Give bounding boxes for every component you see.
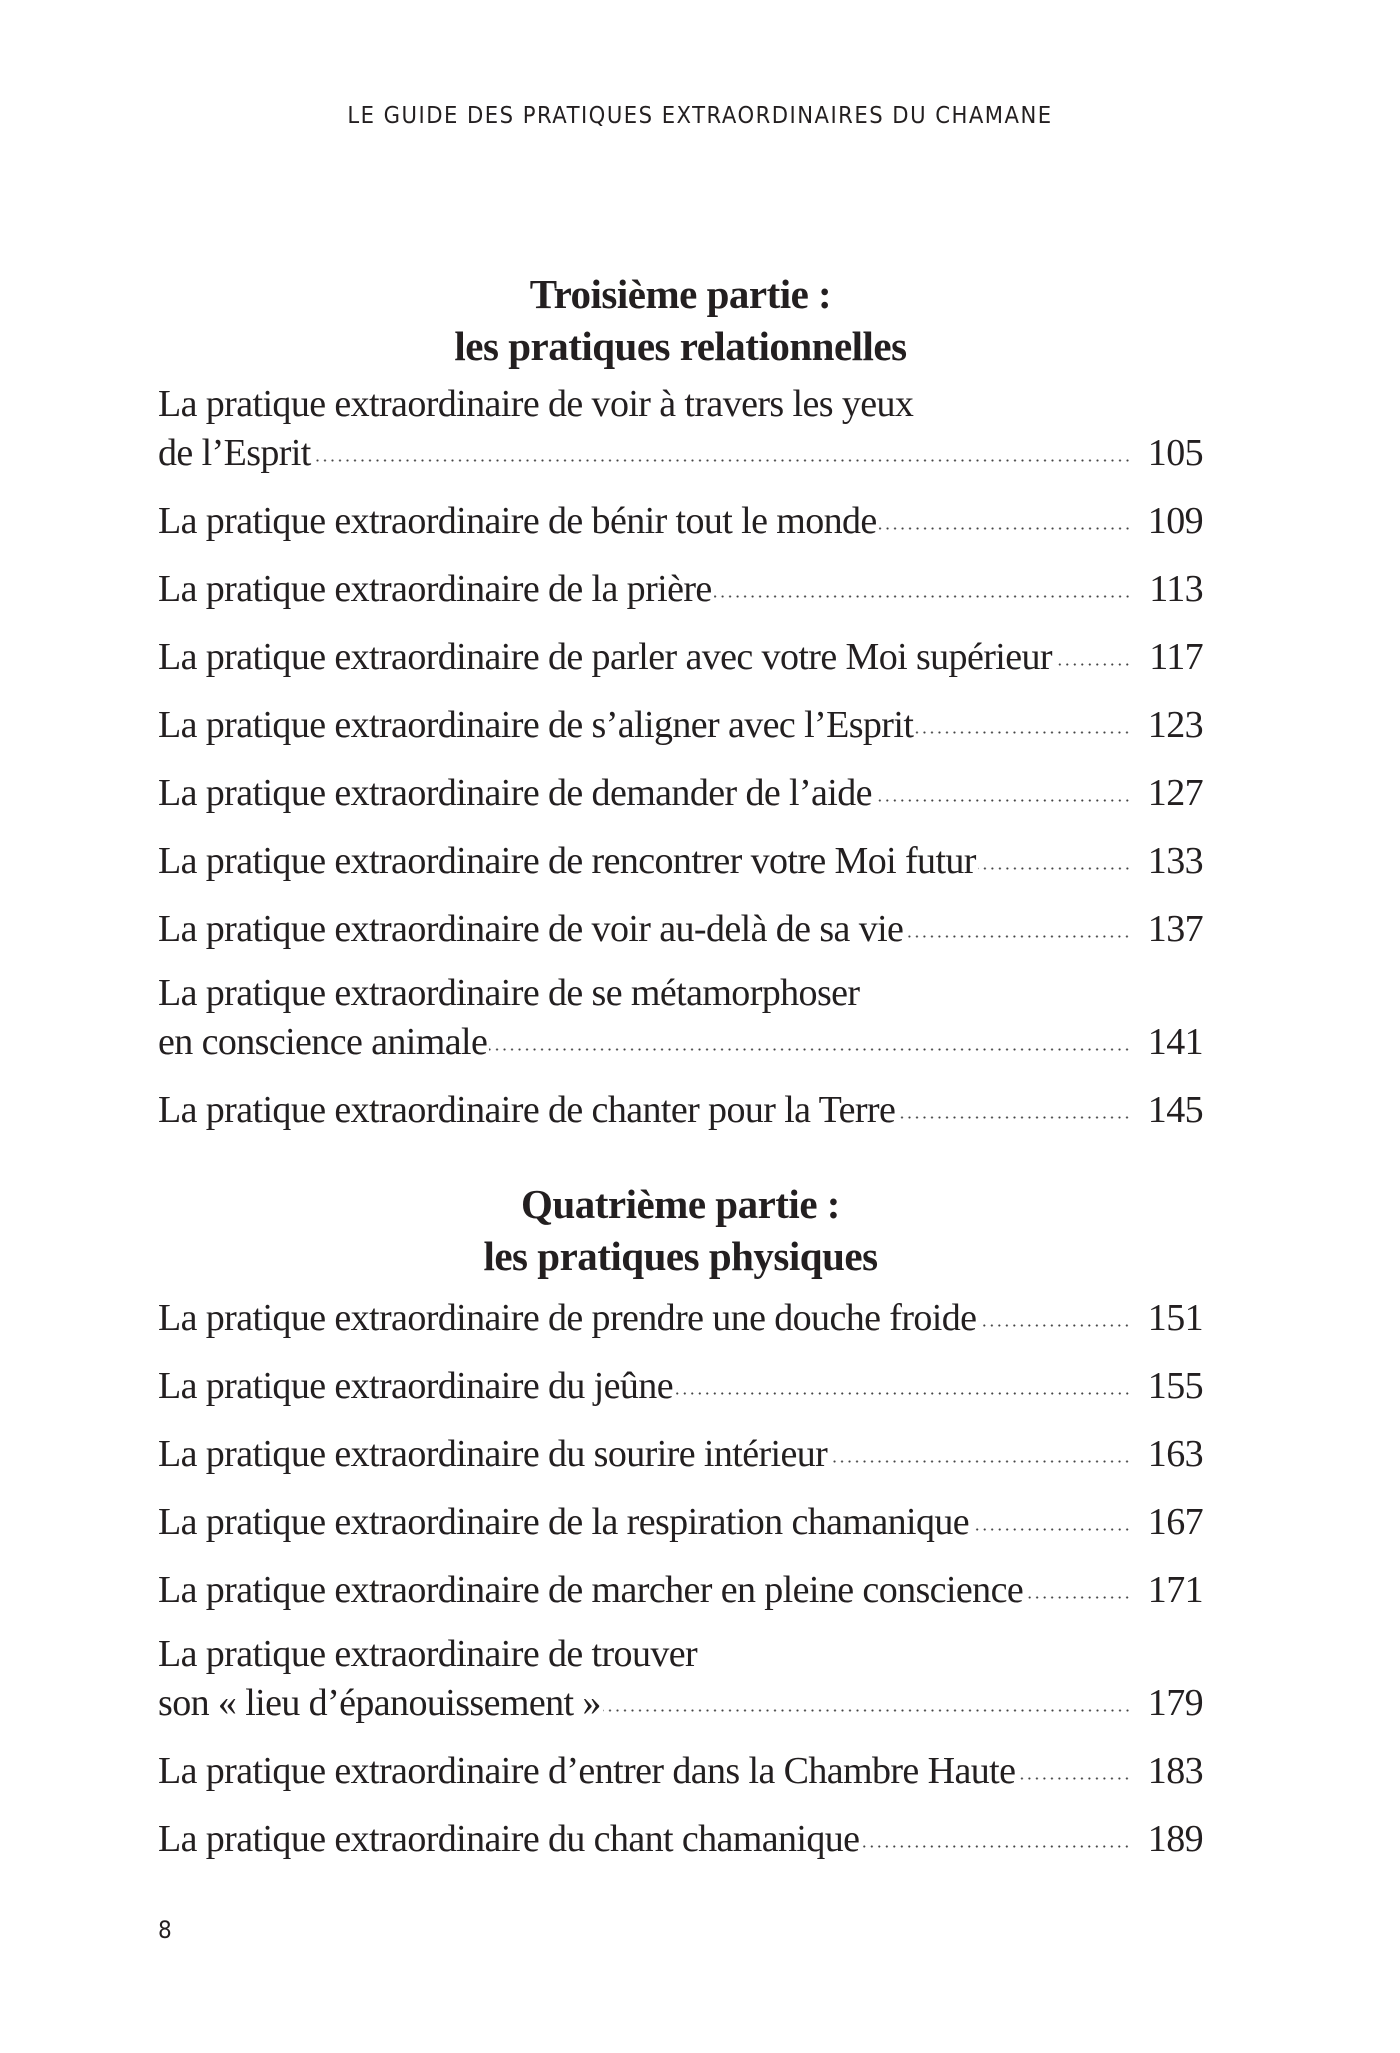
entry-title-line1: La pratique extraordinaire de trouver (158, 1633, 698, 1675)
dot-leader (874, 767, 1131, 805)
page-number: 105 (1147, 432, 1203, 474)
section-title-line1: Troisième partie : (529, 271, 832, 317)
page-number: 123 (1147, 704, 1203, 746)
entry-title: La pratique extraordinaire de rencontrer votre Moi futur (158, 840, 976, 882)
entry-title-line2: en conscience animale (158, 1021, 488, 1063)
toc-entry[interactable] (158, 1632, 1203, 1726)
toc-entry[interactable] (158, 1428, 1203, 1477)
toc-entry[interactable] (158, 903, 1203, 952)
dot-leader (714, 563, 1131, 601)
toc-entry[interactable] (158, 971, 1203, 1065)
toc-entry[interactable] (158, 767, 1203, 816)
toc-entry[interactable] (158, 1745, 1203, 1794)
page-number: 133 (1147, 840, 1203, 882)
dot-leader (675, 1360, 1131, 1398)
section-title (158, 268, 1203, 372)
section-title-line2: les pratiques physiques (483, 1233, 878, 1279)
page-number: 117 (1149, 636, 1203, 678)
entry-title-line2: de l’Esprit (158, 432, 311, 474)
toc-entry[interactable] (158, 563, 1203, 612)
toc-list (158, 382, 1203, 1133)
entry-title-line1: La pratique extraordinaire de voir à travers les yeux (158, 383, 914, 425)
toc-entry[interactable] (158, 835, 1203, 884)
entry-title: La pratique extraordinaire de la prière (158, 568, 712, 610)
page-number: 171 (1147, 1569, 1203, 1611)
entry-title-line2: son « lieu d’épanouissement » (158, 1682, 601, 1724)
toc-entry[interactable] (158, 495, 1203, 544)
running-head: LE GUIDE DES PRATIQUES EXTRAORDINAIRES DU CHAMANE (347, 103, 1053, 129)
section-title (158, 1178, 1203, 1282)
entry-title: La pratique extraordinaire de s’aligner avec l’Esprit (158, 704, 914, 746)
entry-title: La pratique extraordinaire de voir au-delà de sa vie (158, 908, 904, 950)
page-number: 109 (1147, 500, 1203, 542)
dot-leader (1017, 1745, 1131, 1783)
toc-list (158, 1292, 1203, 1862)
dot-leader (603, 1677, 1131, 1715)
toc-entry[interactable] (158, 631, 1203, 680)
toc-section-relational (158, 268, 1203, 1133)
dot-leader (1025, 1564, 1131, 1602)
entry-title: La pratique extraordinaire de chanter pour la Terre (158, 1089, 896, 1131)
dot-leader (489, 1016, 1131, 1054)
dot-leader (879, 495, 1131, 533)
dot-leader (829, 1428, 1131, 1466)
dot-leader (978, 1292, 1131, 1330)
page-number: 163 (1147, 1433, 1203, 1475)
page-number: 113 (1149, 568, 1203, 610)
section-title-line1: Quatrième partie : (521, 1181, 840, 1227)
entry-title-line1: La pratique extraordinaire de se métamorphoser (158, 972, 860, 1014)
page-number: 141 (1147, 1021, 1203, 1063)
toc-entry[interactable] (158, 1564, 1203, 1613)
dot-leader (905, 903, 1131, 941)
entry-title: La pratique extraordinaire du sourire intérieur (158, 1433, 828, 1475)
page-number: 189 (1147, 1818, 1203, 1860)
toc-entry[interactable] (158, 1496, 1203, 1545)
toc-entry[interactable] (158, 1813, 1203, 1862)
page-number: 151 (1147, 1297, 1203, 1339)
toc-section-physical (158, 1178, 1203, 1862)
entry-title: La pratique extraordinaire de la respiration chamanique (158, 1501, 970, 1543)
page-number: 127 (1147, 772, 1203, 814)
dot-leader (861, 1813, 1131, 1851)
entry-title: La pratique extraordinaire de prendre une douche froide (158, 1297, 977, 1339)
entry-title: La pratique extraordinaire d’entrer dans la Chambre Haute (158, 1750, 1016, 1792)
dot-leader (971, 1496, 1131, 1534)
page-number: 137 (1147, 908, 1203, 950)
page-number: 145 (1147, 1089, 1203, 1131)
page-number: 167 (1147, 1501, 1203, 1543)
dot-leader (1054, 631, 1131, 669)
entry-title: La pratique extraordinaire de bénir tout le monde (158, 500, 877, 542)
toc-entry[interactable] (158, 1360, 1203, 1409)
toc-entry[interactable] (158, 1084, 1203, 1133)
entry-title: La pratique extraordinaire du chant chamanique (158, 1818, 860, 1860)
dot-leader (897, 1084, 1131, 1122)
page-number: 179 (1147, 1682, 1203, 1724)
dot-leader (978, 835, 1131, 873)
entry-title: La pratique extraordinaire du jeûne (158, 1365, 673, 1407)
section-title-line2: les pratiques relationnelles (454, 323, 907, 369)
toc-entry[interactable] (158, 382, 1203, 476)
entry-title: La pratique extraordinaire de parler avec votre Moi supérieur (158, 636, 1052, 678)
toc-entry[interactable] (158, 699, 1203, 748)
dot-leader (313, 427, 1131, 465)
entry-title: La pratique extraordinaire de demander de l’aide (158, 772, 872, 814)
page-number: 183 (1147, 1750, 1203, 1792)
entry-title: La pratique extraordinaire de marcher en pleine conscience (158, 1569, 1024, 1611)
toc-entry[interactable] (158, 1292, 1203, 1341)
dot-leader (915, 699, 1131, 737)
page-folio: 8 (158, 1916, 172, 1944)
page-number: 155 (1147, 1365, 1203, 1407)
